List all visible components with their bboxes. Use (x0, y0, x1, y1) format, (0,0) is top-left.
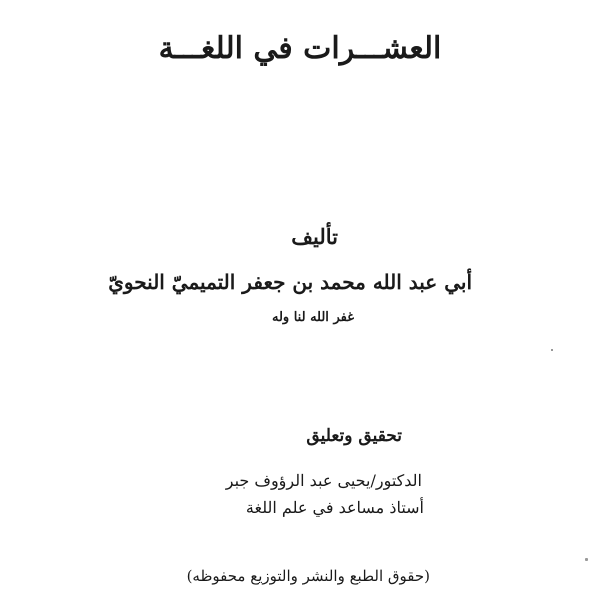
editing-heading: تحقيق وتعليق (306, 426, 402, 446)
authorship-heading: تأليف (291, 224, 338, 249)
rights-notice: (حقوق الطبع والنشر والتوزيع محفوظه) (186, 567, 430, 585)
editor-name: الدكتور/يحيى عبد الرؤوف جبر (225, 471, 422, 490)
author-blessing: غفر الله لنا وله (271, 310, 354, 325)
book-title: العشـــرات في اللغـــة (158, 31, 442, 66)
author-name: أبي عبد الله محمد بن جعفر التميميّ النحويّ (108, 270, 472, 294)
scan-speck (585, 558, 588, 561)
scan-speck (551, 349, 553, 351)
editor-title: أستاذ مساعد في علم اللغة (245, 498, 424, 517)
